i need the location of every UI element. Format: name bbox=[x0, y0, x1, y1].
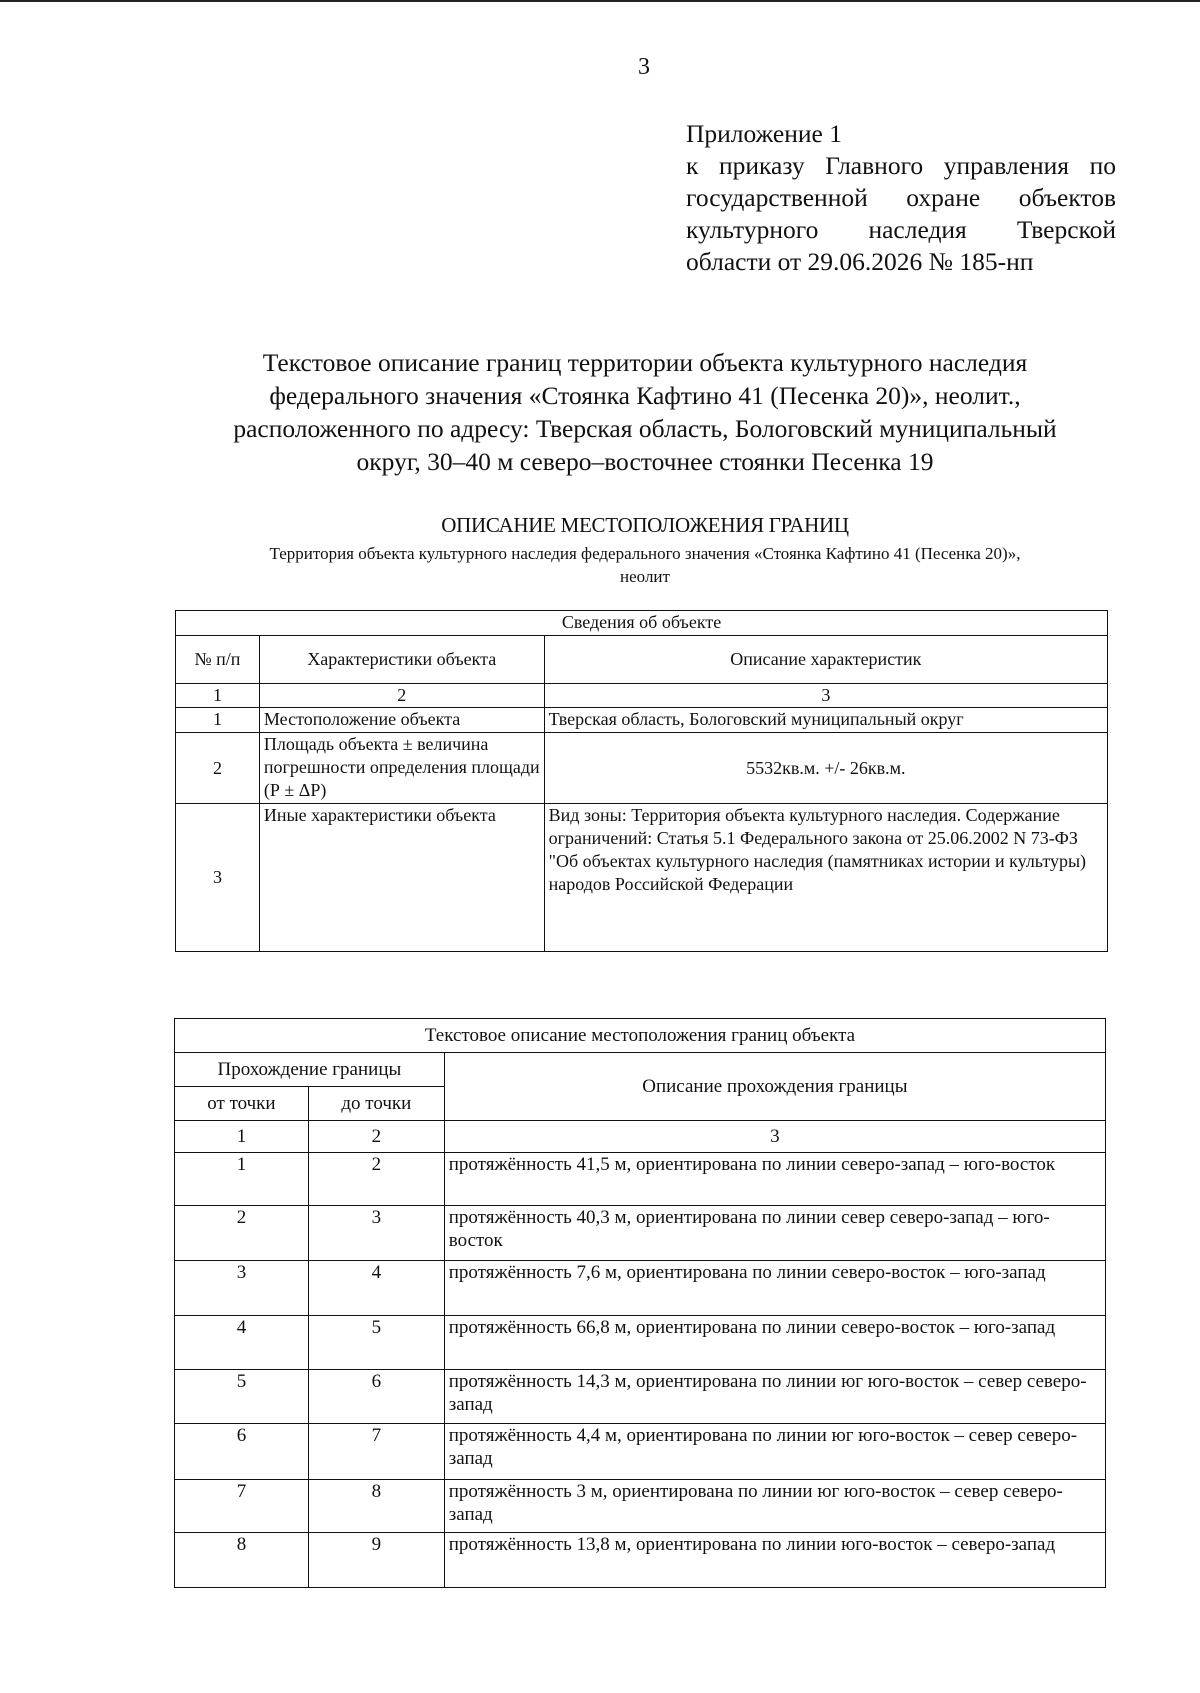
row-description: протяжённость 3 м, ориентирована по линии юг юго-восток – север северо-запад bbox=[444, 1480, 1105, 1533]
header-from: от точки bbox=[175, 1087, 309, 1121]
table-row bbox=[176, 708, 1108, 733]
header-characteristic: Характеристики объекта bbox=[259, 636, 544, 684]
appendix-reference bbox=[686, 118, 1116, 278]
table-row bbox=[175, 1480, 1106, 1533]
table-row bbox=[175, 1424, 1106, 1480]
index-cell: 2 bbox=[308, 1121, 444, 1153]
section-subtitle bbox=[150, 542, 1140, 588]
appendix-line: культурного наследия Тверской bbox=[686, 215, 1116, 244]
appendix-line: к приказу Главного управления по bbox=[686, 151, 1116, 180]
row-from: 8 bbox=[175, 1533, 309, 1588]
row-to: 5 bbox=[308, 1316, 444, 1370]
row-num: 1 bbox=[176, 708, 260, 733]
row-description: протяжённость 66,8 м, ориентирована по линии северо-восток – юго-запад bbox=[444, 1316, 1105, 1370]
scan-edge-line bbox=[0, 0, 1200, 2]
document-title bbox=[150, 346, 1140, 478]
row-to: 9 bbox=[308, 1533, 444, 1588]
row-description: протяжённость 13,8 м, ориентирована по линии юго-восток – северо-запад bbox=[444, 1533, 1105, 1588]
object-info-table bbox=[175, 610, 1108, 952]
row-to: 4 bbox=[308, 1261, 444, 1316]
row-characteristic: Иные характеристики объекта bbox=[259, 804, 544, 952]
table-row bbox=[175, 1533, 1106, 1588]
header-description: Описание прохождения границы bbox=[444, 1053, 1105, 1121]
index-cell: 3 bbox=[444, 1121, 1105, 1153]
row-characteristic: Площадь объекта ± величина погрешности определения площади (Р ± ΔР) bbox=[259, 733, 544, 804]
index-cell: 1 bbox=[175, 1121, 309, 1153]
title-line: расположенного по адресу: Тверская область, Бологовский муниципальный bbox=[233, 414, 1057, 443]
subtitle-line: неолит bbox=[620, 567, 670, 586]
table-row bbox=[175, 1261, 1106, 1316]
title-line: округ, 30–40 м северо–восточнее стоянки Песенка 19 bbox=[356, 447, 934, 476]
table-row bbox=[175, 1153, 1106, 1206]
header-to: до точки bbox=[308, 1087, 444, 1121]
page-number: 3 bbox=[638, 54, 650, 80]
header-passage: Прохождение границы bbox=[175, 1053, 445, 1087]
row-characteristic: Местоположение объекта bbox=[259, 708, 544, 733]
table-row bbox=[175, 1316, 1106, 1370]
table-row bbox=[175, 1370, 1106, 1424]
table-caption: Сведения об объекте bbox=[176, 611, 1108, 636]
row-from: 2 bbox=[175, 1206, 309, 1261]
row-from: 3 bbox=[175, 1261, 309, 1316]
row-num: 2 bbox=[176, 733, 260, 804]
row-description: протяжённость 41,5 м, ориентирована по линии северо-запад – юго-восток bbox=[444, 1153, 1105, 1206]
row-description: протяжённость 7,6 м, ориентирована по линии северо-восток – юго-запад bbox=[444, 1261, 1105, 1316]
appendix-line: государственной охране объектов bbox=[686, 183, 1116, 212]
row-to: 2 bbox=[308, 1153, 444, 1206]
row-from: 6 bbox=[175, 1424, 309, 1480]
table-caption: Текстовое описание местоположения границ объекта bbox=[175, 1019, 1106, 1053]
header-description: Описание характеристик bbox=[544, 636, 1107, 684]
subtitle-line: Территория объекта культурного наследия федерального значения «Стоянка Кафтино 41 (Песенка 20)», bbox=[269, 544, 1021, 563]
row-to: 7 bbox=[308, 1424, 444, 1480]
title-line: Текстовое описание границ территории объекта культурного наследия bbox=[262, 348, 1028, 377]
row-to: 6 bbox=[308, 1370, 444, 1424]
row-description: протяжённость 14,3 м, ориентирована по линии юг юго-восток – север северо-запад bbox=[444, 1370, 1105, 1424]
index-cell: 2 bbox=[259, 684, 544, 708]
row-to: 8 bbox=[308, 1480, 444, 1533]
section-title: ОПИСАНИЕ МЕСТОПОЛОЖЕНИЯ ГРАНИЦ bbox=[441, 513, 849, 537]
row-num: 3 bbox=[176, 804, 260, 952]
table-row bbox=[175, 1206, 1106, 1261]
row-from: 1 bbox=[175, 1153, 309, 1206]
index-cell: 1 bbox=[176, 684, 260, 708]
title-line: федерального значения «Стоянка Кафтино 41 (Песенка 20)», неолит., bbox=[269, 381, 1021, 410]
row-from: 5 bbox=[175, 1370, 309, 1424]
table-row bbox=[176, 804, 1108, 952]
table-row bbox=[176, 733, 1108, 804]
boundary-table bbox=[174, 1018, 1106, 1588]
row-from: 4 bbox=[175, 1316, 309, 1370]
row-from: 7 bbox=[175, 1480, 309, 1533]
row-description: 5532кв.м. +/- 26кв.м. bbox=[544, 733, 1107, 804]
row-description: Тверская область, Бологовский муниципальный округ bbox=[544, 708, 1107, 733]
appendix-line: области от 29.06.2026 № 185-нп bbox=[686, 247, 1034, 276]
row-description: протяжённость 4,4 м, ориентирована по линии юг юго-восток – север северо-запад bbox=[444, 1424, 1105, 1480]
row-to: 3 bbox=[308, 1206, 444, 1261]
index-cell: 3 bbox=[544, 684, 1107, 708]
row-description: Вид зоны: Территория объекта культурного наследия. Содержание ограничений: Статья 5.1 Федерального закона от 25.06.2002 N 73-ФЗ "Об объектах культурного наследия (памятниках истории и культуры) народов Российской Федерации bbox=[544, 804, 1107, 952]
row-description: протяжённость 40,3 м, ориентирована по линии север северо-запад – юго-восток bbox=[444, 1206, 1105, 1261]
appendix-line: Приложение 1 bbox=[686, 119, 842, 148]
header-num: № п/п bbox=[176, 636, 260, 684]
